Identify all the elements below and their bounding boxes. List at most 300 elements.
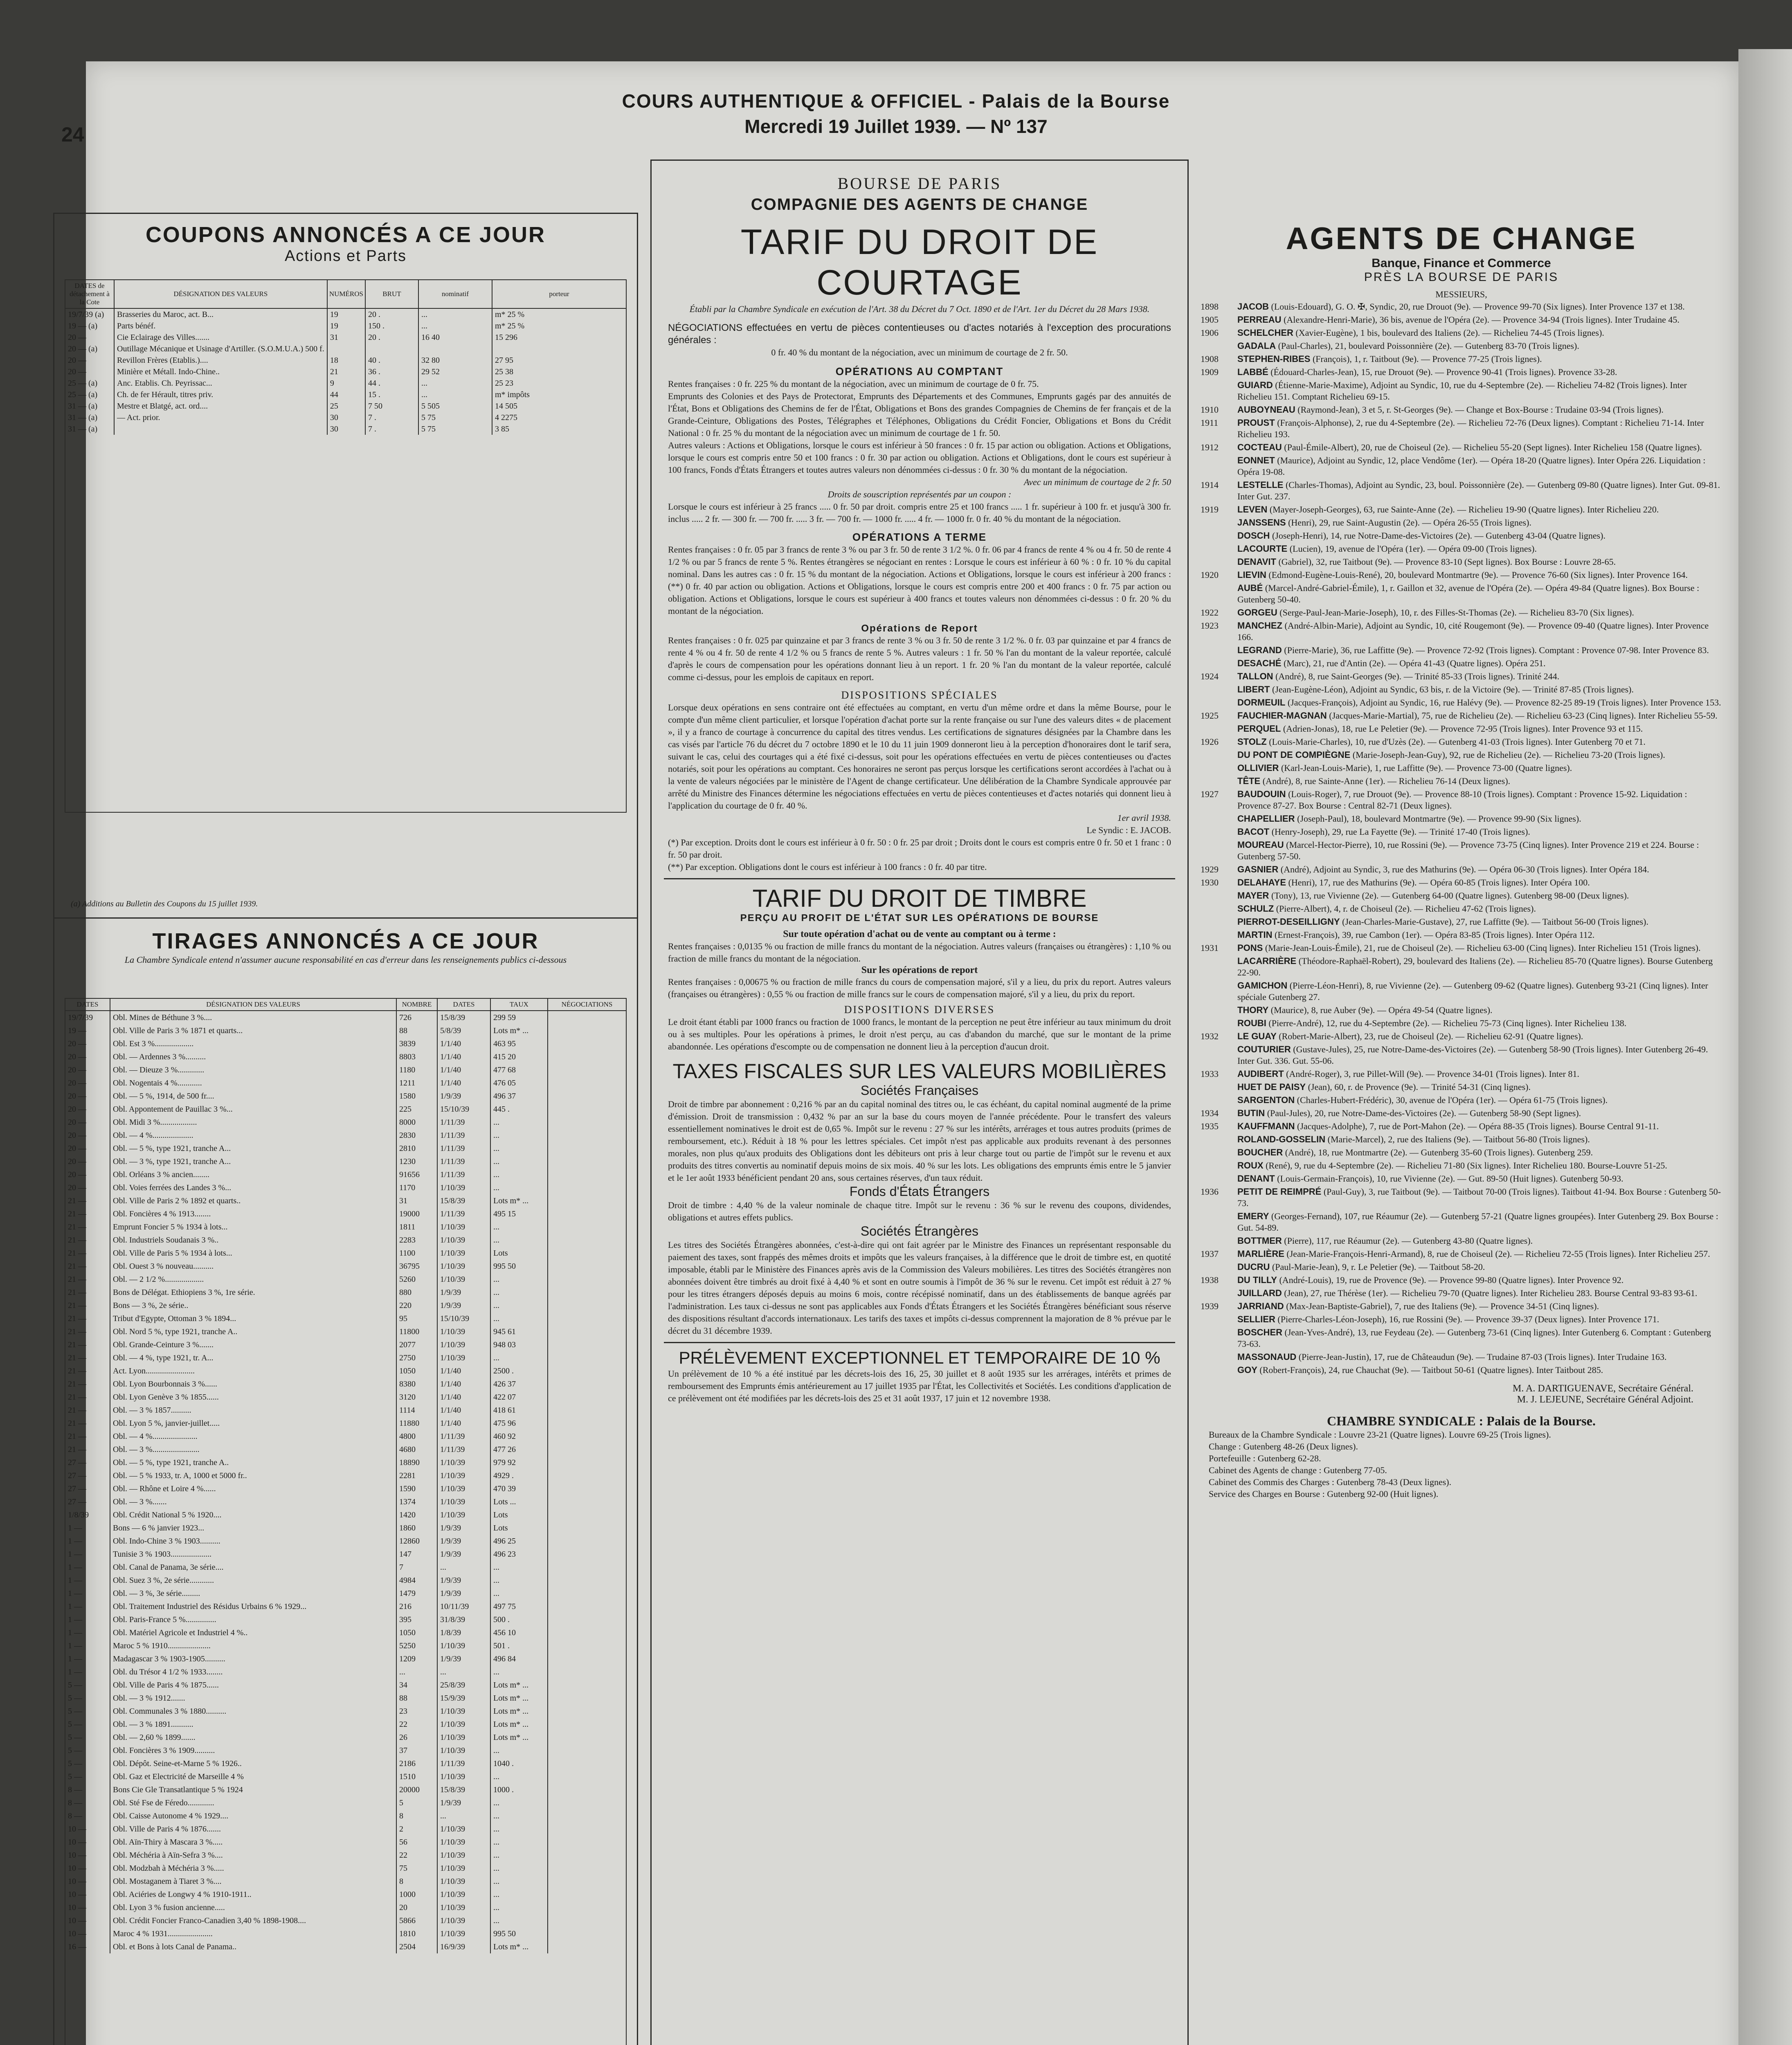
- table-cell: ...: [490, 1770, 548, 1783]
- agent-details: (Jean-Charles-Marie-Gustave), 27, rue Laffitte (9e). — Taitbout 56-00 (Trois lignes).: [1342, 917, 1649, 927]
- table-cell: 1/10/39: [437, 1744, 490, 1757]
- table-row: [65, 1692, 626, 1705]
- table-cell: 477 26: [490, 1443, 548, 1456]
- courtage-pre-title: BOURSE DE PARIS: [837, 174, 1002, 193]
- table-row: [65, 1103, 626, 1116]
- table-cell: 3839: [396, 1037, 437, 1050]
- agent-entry: [1201, 644, 1722, 657]
- agent-body: [1237, 684, 1634, 695]
- table-cell: 880: [396, 1286, 437, 1299]
- table-cell: 1/10/39: [437, 1273, 490, 1286]
- table-row: [65, 1770, 626, 1783]
- agent-details: (Pierre-Charles-Léon-Joseph), 16, rue Rossini (9e). — Provence 39-37 (Deux lignes). Inter Provence 171.: [1277, 1314, 1659, 1324]
- agent-entry: [1201, 569, 1722, 582]
- table-cell: 20 —: [65, 1103, 110, 1116]
- agent-year: 1939: [1201, 1301, 1219, 1311]
- timbre-text-4: Le droit étant établi par 1000 francs ou fraction de 1000 francs, le montant de la perception ne peut être inférieur au taux minimum du droit ou à ses multiples. Pour les opérations à primes, le droit n'est perçu, au cas d'abandon du marché, que sur le montant de la prime abandonnée. Les opérations d'escompte ou de compensation ne donnent lieu à la perception d'aucun droit.: [668, 1017, 1171, 1052]
- table-cell: Obl. Appontement de Pauillac 3 %...: [110, 1103, 396, 1116]
- table-cell: [548, 1116, 626, 1129]
- table-cell: 15 296: [495, 333, 517, 342]
- agent-name: GORGEU: [1237, 607, 1277, 618]
- table-cell: 4929 .: [490, 1469, 548, 1482]
- agent-entry: [1201, 529, 1722, 542]
- col-designation: DÉSIGNATION DES VALEURS: [114, 280, 327, 308]
- table-row: [65, 1888, 626, 1901]
- agent-body: [1237, 1068, 1579, 1080]
- agent-entry: [1201, 657, 1722, 670]
- col-t-nombre: NOMBRE: [396, 999, 437, 1011]
- table-row: [65, 1927, 626, 1940]
- table-cell: 1/11/39: [437, 1142, 490, 1155]
- table-cell: [548, 1574, 626, 1587]
- chambre-line: Bureaux de la Chambre Syndicale : Louvre 23-21 (Quatre lignes). Louvre 69-25 (Trois lignes).: [1209, 1429, 1551, 1440]
- chambre-line: Cabinet des Commis des Charges : Gutenberg 78-43 (Deux lignes).: [1209, 1477, 1452, 1487]
- table-cell: 19/7/39: [65, 1011, 110, 1024]
- table-cell: 15/8/39: [437, 1194, 490, 1207]
- agent-name: LABBÉ: [1237, 367, 1268, 377]
- courtage-established: Établi par la Chambre Syndicale en exécution de l'Art. 38 du Décret du 7 Oct. 1890 et de l'Art. 1er du Décret du 28 Mars 1938.: [689, 304, 1150, 314]
- table-cell: 1209: [396, 1652, 437, 1665]
- table-cell: Bons — 3 %, 2e série..: [110, 1299, 396, 1312]
- table-cell: 5: [396, 1796, 437, 1809]
- table-row: [65, 1404, 626, 1417]
- table-cell: 44 .: [365, 378, 418, 389]
- table-cell: 2: [396, 1823, 437, 1836]
- agent-details: (Paul-Guy), 3, rue Taitbout (9e). — Taitbout 70-00 (Trois lignes). Taitbout 41-94. Box Bourse : Gutenberg 50-73.: [1237, 1187, 1721, 1208]
- table-cell: ...: [490, 1823, 548, 1836]
- table-cell: 5 505: [418, 400, 492, 412]
- table-row: [65, 1011, 626, 1024]
- table-cell: 21 —: [65, 1299, 110, 1312]
- agent-year: [1201, 1160, 1237, 1171]
- table-row: [65, 1155, 626, 1168]
- agent-details: (Ernest-François), 39, rue Cambon (1er). — Opéra 83-85 (Trois lignes). Inter Opéra 112.: [1275, 930, 1595, 940]
- table-cell: 20 —: [65, 332, 114, 343]
- minimum-note: Avec un minimum de courtage de 2 fr. 50: [1024, 477, 1171, 487]
- table-cell: [548, 1639, 626, 1652]
- agent-details: (André), 8, rue Sainte-Anne (1er). — Richelieu 76-14 (Deux lignes).: [1262, 776, 1511, 786]
- table-cell: Obl. — 5 %, type 1921, tranche A...: [110, 1142, 396, 1155]
- table-cell: 16 40: [418, 332, 492, 343]
- table-cell: Lots m* ...: [490, 1940, 548, 1953]
- table-cell: 1 —: [65, 1613, 110, 1626]
- table-cell: 475 96: [490, 1417, 548, 1430]
- agent-entry: [1201, 709, 1722, 722]
- agent-entry: [1201, 1004, 1722, 1017]
- table-cell: [548, 1273, 626, 1286]
- table-cell: 8: [396, 1809, 437, 1823]
- agent-year: [1201, 1261, 1237, 1273]
- table-cell: [548, 1613, 626, 1626]
- table-cell: [548, 1901, 626, 1914]
- agent-name: LEVEN: [1237, 504, 1268, 515]
- table-cell: [548, 1155, 626, 1168]
- table-cell: Bons Cie Gle Transatlantique 5 % 1924: [110, 1783, 396, 1796]
- agent-name: LACOURTE: [1237, 544, 1288, 554]
- table-cell: Obl. — 5 %, 1914, de 500 fr....: [110, 1090, 396, 1103]
- table-cell: 1 —: [65, 1639, 110, 1652]
- table-cell: ...: [490, 1168, 548, 1181]
- table-cell: Bons de Délégat. Ethiopiens 3 %, 1re série.: [110, 1286, 396, 1299]
- table-cell: 1420: [396, 1508, 437, 1521]
- agent-name: GADALA: [1237, 341, 1276, 351]
- table-row: [65, 1652, 626, 1665]
- table-cell: 1040 .: [490, 1757, 548, 1770]
- table-cell: 1/10/39: [437, 1875, 490, 1888]
- coupons-box: [53, 213, 638, 919]
- table-cell: Obl. Gaz et Electricité de Marseille 4 %: [110, 1770, 396, 1783]
- table-cell: Obl. Mostaganem à Tiaret 3 %....: [110, 1875, 396, 1888]
- agent-details: (Alexandre-Henri-Marie), 36 bis, avenue de l'Opéra (2e). — Provence 34-94 (Trois lignes). Inter Trudaine 45.: [1284, 315, 1680, 325]
- table-cell: 1860: [396, 1521, 437, 1535]
- souscription-title: Droits de souscription représentés par un coupon :: [827, 489, 1012, 499]
- agent-name: CHAPELLIER: [1237, 814, 1295, 824]
- agent-year: [1201, 1005, 1237, 1016]
- table-row: [65, 1443, 626, 1456]
- agent-name: PROUST: [1237, 418, 1275, 428]
- table-row: [65, 1600, 626, 1613]
- agent-details: (Jacques-François), Adjoint au Syndic, 16, rue Halévy (9e). — Provence 82-25 89-19 (Trois lignes). Inter Provence 153.: [1287, 697, 1721, 708]
- table-cell: 496 23: [490, 1548, 548, 1561]
- table-cell: 1/10/39: [437, 1247, 490, 1260]
- table-cell: 1/1/40: [437, 1404, 490, 1417]
- table-cell: 1/9/39: [437, 1521, 490, 1535]
- agent-name: JUILLARD: [1237, 1288, 1282, 1298]
- table-cell: 8000: [396, 1116, 437, 1129]
- agent-year: [1201, 813, 1237, 825]
- agent-name: GASNIER: [1237, 864, 1279, 874]
- agent-year: 1924: [1201, 671, 1219, 681]
- table-cell: 19/7/39 (a): [65, 308, 114, 320]
- table-cell: 5 75: [418, 412, 492, 423]
- table-row: [65, 1783, 626, 1796]
- table-cell: 10 —: [65, 1888, 110, 1901]
- agent-year: 1908: [1201, 354, 1219, 364]
- table-cell: 20 —: [65, 1116, 110, 1129]
- table-row: [65, 332, 626, 343]
- comptant-title: OPÉRATIONS AU COMPTANT: [835, 365, 1004, 378]
- table-row: [65, 1456, 626, 1469]
- col-t-dates: DATES: [65, 999, 110, 1011]
- agent-body: [1237, 1235, 1533, 1247]
- table-cell: Obl. Aciéries de Longwy 4 % 1910-1911..: [110, 1888, 396, 1901]
- table-cell: 1/10/39: [437, 1888, 490, 1901]
- table-row: [65, 1705, 626, 1718]
- report-title: Opérations de Report: [861, 623, 978, 634]
- table-cell: Obl. Ville de Paris 3 % 1871 et quarts...: [110, 1024, 396, 1037]
- agent-details: (André), 8, rue Saint-Georges (9e). — Trinité 85-33 (Trois lignes). Trinité 244.: [1275, 671, 1560, 681]
- table-cell: Maroc 5 % 1910.....................: [110, 1639, 396, 1652]
- table-cell: ...: [396, 1665, 437, 1679]
- agent-body: [1237, 1134, 1590, 1145]
- table-cell: 418 61: [490, 1404, 548, 1417]
- table-cell: Outillage Mécanique et Usinage d'Artiller. (S.O.M.U.A.) 500 f.: [114, 343, 327, 355]
- agents-title: AGENTS DE CHANGE: [1286, 221, 1637, 256]
- table-cell: Parts bénéf.: [114, 320, 327, 332]
- table-cell: ...: [490, 1862, 548, 1875]
- agent-year: 1930: [1201, 877, 1219, 888]
- table-cell: 1/10/39: [437, 1705, 490, 1718]
- left-column: [53, 160, 638, 2045]
- table-cell: [548, 1692, 626, 1705]
- agent-body: [1237, 479, 1722, 502]
- agent-entry: [1201, 516, 1722, 529]
- table-cell: 456 10: [490, 1626, 548, 1639]
- agent-body: [1237, 1094, 1608, 1106]
- table-cell: 25 23: [495, 378, 513, 388]
- table-cell: Emprunt Foncier 5 % 1934 à lots...: [110, 1220, 396, 1234]
- table-cell: Obl. Est 3 %...................: [110, 1037, 396, 1050]
- table-cell: [548, 1103, 626, 1116]
- agent-details: (Xavier-Eugène), 1 bis, boulevard des Italiens (2e). — Richelieu 74-45 (Trois lignes).: [1295, 328, 1604, 338]
- chambre-line: Cabinet des Agents de change : Gutenberg 77-05.: [1209, 1465, 1387, 1475]
- agent-entry: [1201, 1234, 1722, 1247]
- agent-name: GUIARD: [1237, 380, 1273, 390]
- agent-details: (Robert-François), 24, rue Chauchat (9e). — Taitbout 50-61 (Quatre lignes). Inter Taitbout 285.: [1259, 1365, 1603, 1375]
- table-cell: 1/9/39: [437, 1652, 490, 1665]
- table-cell: Maroc 4 % 1931......................: [110, 1927, 396, 1940]
- agent-year: 1922: [1201, 607, 1219, 618]
- agent-details: (Pierre-Jean-Justin), 17, rue de Châteaudun (9e). — Trudaine 87-03 (Trois lignes). Inter Trudaine 163.: [1298, 1352, 1667, 1362]
- col-dates: DATES de détachement à la Cote: [65, 280, 114, 308]
- table-cell: 7 .: [365, 423, 418, 435]
- table-cell: [548, 1705, 626, 1718]
- agent-body: [1237, 749, 1665, 761]
- table-cell: Lots ...: [490, 1495, 548, 1508]
- table-row: [65, 1940, 626, 1953]
- table-cell: 1810: [396, 1927, 437, 1940]
- table-cell: Obl. Méchéria à Aïn-Sefra 3 %....: [110, 1849, 396, 1862]
- table-cell: 25 — (a): [65, 389, 114, 400]
- table-cell: 20 .: [365, 332, 418, 343]
- agent-details: (Pierre-Albert), 4, r. de Choiseul (2e). — Richelieu 47-62 (Trois lignes).: [1276, 903, 1536, 914]
- agent-entry: [1201, 670, 1722, 683]
- table-cell: [548, 1456, 626, 1469]
- agent-body: [1237, 1261, 1485, 1273]
- table-cell: 21 —: [65, 1220, 110, 1234]
- table-cell: 1 —: [65, 1521, 110, 1535]
- agent-entry: [1201, 1081, 1722, 1094]
- table-cell: 426 37: [490, 1378, 548, 1391]
- table-cell: 30: [327, 423, 365, 435]
- table-row: [65, 1050, 626, 1063]
- agent-entry: [1201, 366, 1722, 379]
- table-cell: 2504: [396, 1940, 437, 1953]
- table-cell: 21 —: [65, 1404, 110, 1417]
- agent-entry: [1201, 619, 1722, 644]
- secretary-adjoint: M. J. LEJEUNE, Secrétaire Général Adjoint.: [1517, 1394, 1693, 1405]
- table-cell: [548, 1286, 626, 1299]
- tirages-table-frame: [65, 998, 627, 2045]
- agent-details: (Étienne-Marie-Maxime), Adjoint au Syndic, 10, rue du 4-Septembre (2e). — Richelieu 74-82 (Trois lignes). Inter Richelieu 151. Comptant Richelieu 69-15.: [1237, 380, 1687, 402]
- agent-entry: [1201, 735, 1722, 748]
- agent-entry: [1201, 1261, 1722, 1274]
- agent-name: DENANT: [1237, 1173, 1275, 1184]
- agent-name: PERQUEL: [1237, 724, 1281, 734]
- table-cell: [548, 1665, 626, 1679]
- table-row: [65, 1535, 626, 1548]
- agent-year: 1910: [1201, 405, 1219, 415]
- table-cell: 1114: [396, 1404, 437, 1417]
- table-row: [65, 1901, 626, 1914]
- table-cell: 27 —: [65, 1469, 110, 1482]
- agent-body: [1237, 1005, 1493, 1016]
- agent-year: [1201, 1018, 1237, 1029]
- agent-entry: [1201, 441, 1722, 454]
- agent-body: [1237, 1121, 1659, 1132]
- table-row: [65, 1875, 626, 1888]
- table-cell: m* 25 %: [495, 310, 525, 319]
- agent-name: COCTEAU: [1237, 442, 1282, 452]
- timbre-title: TARIF DU DROIT DE TIMBRE: [752, 885, 1087, 912]
- table-row: [65, 1626, 626, 1639]
- table-cell: 4 2275: [495, 413, 517, 422]
- table-cell: 1/11/39: [437, 1757, 490, 1770]
- table-cell: 1/1/40: [437, 1391, 490, 1404]
- agent-year: [1201, 980, 1237, 1003]
- table-cell: 463 95: [490, 1037, 548, 1050]
- table-cell: Obl. Nord 5 %, type 1921, tranche A..: [110, 1325, 396, 1338]
- table-cell: 31 — (a): [65, 423, 114, 435]
- agent-body: [1237, 877, 1590, 888]
- table-cell: 5 —: [65, 1770, 110, 1783]
- table-cell: 10 —: [65, 1875, 110, 1888]
- table-cell: 20: [396, 1901, 437, 1914]
- table-row: [65, 423, 626, 435]
- table-cell: [548, 1181, 626, 1194]
- table-cell: 75: [396, 1862, 437, 1875]
- table-row: [65, 1574, 626, 1587]
- table-cell: 1050: [396, 1364, 437, 1378]
- agent-name: AUBOYNEAU: [1237, 405, 1295, 415]
- table-cell: ...: [490, 1273, 548, 1286]
- agent-details: (Paul-Jules), 20, rue Notre-Dame-des-Victoires (2e). — Gutenberg 58-90 (Sept lignes).: [1267, 1108, 1581, 1118]
- chambre-line: Change : Gutenberg 48-26 (Deux lignes).: [1209, 1441, 1358, 1452]
- table-cell: 30: [327, 412, 365, 423]
- agent-entry: [1201, 326, 1722, 339]
- table-cell: 445 .: [490, 1103, 548, 1116]
- table-cell: Obl. Ville de Paris 4 % 1875......: [110, 1679, 396, 1692]
- francaises-text: Droit de timbre par abonnement : 0,216 % par an du capital nominal des titres ou, le cas échéant, du capital nominal augmenté de la prime d'émission. Droit de transmission : 0,432 % par an sur la base du cours moyen de l'année précédente. Pour le transfert des valeurs essentiellement nominatives le droit est de 0,65 %. Impôt sur le revenu : 27 % sur les intérêts, arrérages et tous autres produits (primes de remboursement, etc.). Réduit à 18 % pour les lettres spéciales. Cet impôt n'est pas applicable aux produits revenant à des personnes morales, non plus qu'aux produits des Obligations dont les débiteurs ont pris à leur charge tout ou partie de l'impôt sur le revenu et aux produits des titres convertis au nominatif depuis moins de six mois. 40 % sur les lots. Les obligations des emprunts émis entre le 5 janvier et le 1er août 1933 bénéficient pendant 20 ans, sous certaines réserves, d'un taux réduit.: [668, 1099, 1171, 1183]
- agent-year: 1929: [1201, 864, 1219, 874]
- table-cell: [548, 1207, 626, 1220]
- agent-details: (Jacques-Marie-Martial), 75, rue de Richelieu (2e). — Richelieu 63-23 (Cinq lignes). Inter Richelieu 55-59.: [1329, 710, 1718, 721]
- table-cell: 1/9/39: [437, 1574, 490, 1587]
- agent-name: PERREAU: [1237, 315, 1282, 325]
- agent-year: 1923: [1201, 620, 1219, 631]
- table-cell: 29 52: [418, 366, 492, 378]
- table-cell: ...: [490, 1809, 548, 1823]
- agent-year: 1909: [1201, 367, 1219, 377]
- agent-name: MAYER: [1237, 890, 1269, 901]
- table-cell: [548, 1718, 626, 1731]
- table-cell: 21 —: [65, 1260, 110, 1273]
- table-cell: 27 95: [495, 355, 513, 365]
- page-edge: [1738, 49, 1792, 2045]
- table-cell: ...: [418, 320, 492, 332]
- table-cell: [548, 1076, 626, 1090]
- table-cell: 1/10/39: [437, 1469, 490, 1482]
- agent-name: LIBERT: [1237, 684, 1270, 694]
- table-row: [65, 1914, 626, 1927]
- col-nominatif: nominatif: [418, 280, 492, 308]
- chambre-line: Portefeuille : Gutenberg 62-28.: [1209, 1453, 1321, 1463]
- agent-name: LEGRAND: [1237, 645, 1282, 655]
- table-cell: 10 —: [65, 1823, 110, 1836]
- table-cell: ...: [490, 1312, 548, 1325]
- table-cell: 21 —: [65, 1378, 110, 1391]
- agent-name: TÊTE: [1237, 776, 1261, 786]
- table-cell: Obl. Canal de Panama, 3e série....: [110, 1561, 396, 1574]
- agent-body: [1237, 353, 1542, 365]
- table-cell: Obl. Foncières 3 % 1909..........: [110, 1744, 396, 1757]
- table-cell: 1/1/40: [437, 1417, 490, 1430]
- table-cell: 21 —: [65, 1443, 110, 1456]
- table-cell: 1/1/40: [437, 1076, 490, 1090]
- table-cell: 20 —: [65, 1090, 110, 1103]
- agent-details: (René), 9, rue du 4-Septembre (2e). — Richelieu 71-80 (Six lignes). Inter Richelieu 180. Bourse-Louvre 51-25.: [1266, 1160, 1667, 1171]
- table-cell: Obl. Lyon Genève 3 % 1855......: [110, 1391, 396, 1404]
- agent-entry: [1201, 1172, 1722, 1185]
- agent-details: (Marie-Joseph-Jean-Guy), 92, rue de Richelieu (2e). — Richelieu 73-20 (Trois lignes).: [1352, 750, 1665, 760]
- agent-name: MARTIN: [1237, 930, 1273, 940]
- table-cell: 5 —: [65, 1757, 110, 1770]
- table-cell: [365, 343, 418, 355]
- agent-entry: [1201, 403, 1722, 416]
- col-brut: BRUT: [365, 280, 418, 308]
- table-cell: Obl. Ville de Paris 2 % 1892 et quarts..: [110, 1194, 396, 1207]
- agent-name: LESTELLE: [1237, 480, 1284, 490]
- table-cell: [548, 1836, 626, 1849]
- agent-entry: [1201, 838, 1722, 863]
- agent-details: (Henry-Joseph), 29, rue La Fayette (9e). — Trinité 17-40 (Trois lignes).: [1271, 827, 1530, 837]
- agent-name: EONNET: [1237, 455, 1275, 465]
- table-cell: [548, 1037, 626, 1050]
- table-cell: Act. Lyon........................: [110, 1364, 396, 1378]
- agent-year: [1201, 1235, 1237, 1247]
- table-cell: 1/10/39: [437, 1508, 490, 1521]
- agent-name: ROUX: [1237, 1160, 1264, 1171]
- agent-entry: [1201, 722, 1722, 735]
- table-cell: 1/8/39: [65, 1508, 110, 1521]
- agent-entry: [1201, 775, 1722, 788]
- agent-year: [1201, 775, 1237, 787]
- table-row: [65, 1665, 626, 1679]
- table-cell: 31: [396, 1194, 437, 1207]
- agent-entry: [1201, 555, 1722, 569]
- table-cell: 5 75: [418, 423, 492, 435]
- table-cell: 88: [396, 1024, 437, 1037]
- courtage-dated: 1er avril 1938.: [1117, 813, 1171, 823]
- table-cell: Lots m* ...: [490, 1705, 548, 1718]
- table-cell: 1 —: [65, 1665, 110, 1679]
- agent-name: JANSSENS: [1237, 517, 1286, 528]
- agent-body: [1237, 1327, 1722, 1350]
- table-cell: Obl. — 4 %....................: [110, 1129, 396, 1142]
- prelevement-text: Un prélèvement de 10 % a été institué par les décrets-lois des 16, 25, 30 juillet et 8 août 1935 sur les arrérages, intérêts et primes de remboursement des Emprunts émis antérieurement au 17 juillet 1935 par l'État, les Collectivités et Sociétés. Les conditions d'application de ce prélèvement ont été modifiées par les décrets-lois des 25 et 31 août 1937, 17 juin et 12 novembre 1938.: [668, 1369, 1171, 1403]
- agent-entry: [1201, 300, 1722, 313]
- table-cell: 979 92: [490, 1456, 548, 1469]
- coupons-table: [65, 280, 626, 435]
- agent-body: [1237, 916, 1648, 928]
- table-cell: [548, 1090, 626, 1103]
- table-cell: Revillon Frères (Etablis.)....: [114, 355, 327, 366]
- table-cell: 1 —: [65, 1574, 110, 1587]
- table-cell: 945 61: [490, 1325, 548, 1338]
- agent-name: PIERROT-DESEILLIGNY: [1237, 917, 1340, 927]
- divider: [664, 1342, 1175, 1343]
- agent-year: [1201, 955, 1237, 978]
